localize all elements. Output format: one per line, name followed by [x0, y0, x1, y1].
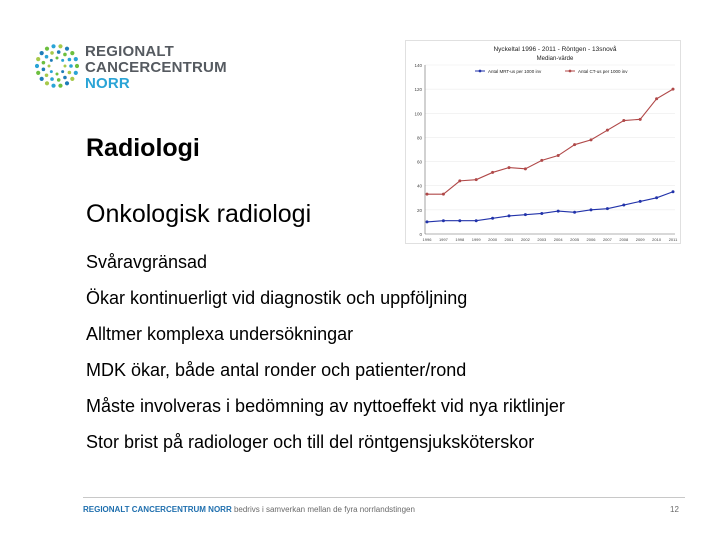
- x-tick-label: 1997: [438, 237, 448, 242]
- slide-title: Radiologi: [86, 134, 200, 162]
- logo-dot: [64, 65, 67, 68]
- data-point: [573, 143, 576, 146]
- logo-dot: [58, 84, 62, 88]
- y-tick-label: 20: [416, 207, 422, 213]
- logo-dot: [50, 70, 53, 73]
- logo-dot: [70, 51, 74, 55]
- data-point: [606, 207, 609, 210]
- logo-dot: [58, 44, 62, 48]
- logo-dot: [65, 47, 69, 51]
- chart-title: Nyckeltal 1996 - 2011 - Röntgen - 13snovå: [493, 46, 617, 53]
- logo-dot: [63, 76, 67, 80]
- logo-dot: [50, 77, 54, 81]
- data-point: [540, 159, 543, 162]
- data-point: [655, 196, 658, 199]
- data-point: [458, 219, 461, 222]
- data-point: [540, 212, 543, 215]
- logo-dot: [42, 61, 46, 65]
- logo-dot: [57, 78, 61, 82]
- data-point: [442, 219, 445, 222]
- legend-marker: [569, 70, 572, 73]
- y-tick-label: 0: [419, 232, 422, 237]
- data-point: [557, 210, 560, 213]
- logo-dot: [74, 71, 78, 75]
- logo-dot: [50, 59, 53, 62]
- data-point: [442, 193, 445, 196]
- data-point: [508, 166, 511, 169]
- logo-dot: [56, 57, 59, 60]
- logo-dot: [74, 57, 78, 61]
- data-point: [524, 167, 527, 170]
- logo-dot: [40, 77, 44, 81]
- chart-subtitle: Median-värde: [536, 56, 574, 62]
- data-point: [573, 211, 576, 214]
- logo-dot: [40, 51, 44, 55]
- x-tick-label: 2005: [570, 237, 580, 242]
- data-point: [426, 220, 429, 223]
- data-point: [622, 204, 625, 207]
- logo-line-regionalt: REGIONALT: [85, 43, 175, 60]
- data-point: [590, 208, 593, 211]
- logo-dot: [61, 59, 64, 62]
- legend-label: Antal MRT-us per 1000 inv: [488, 69, 542, 74]
- x-tick-label: 1998: [455, 237, 465, 242]
- logo-dot: [56, 73, 59, 76]
- data-point: [557, 154, 560, 157]
- logo-dot: [61, 70, 64, 73]
- x-tick-label: 2008: [619, 237, 629, 242]
- y-tick-label: 40: [416, 183, 422, 189]
- x-tick-label: 2002: [520, 237, 530, 242]
- x-tick-label: 2004: [553, 237, 563, 242]
- radiology-chart: [405, 40, 681, 244]
- footer-tagline: bedrivs i samverkan mellan de fyra norrlandstingen: [231, 505, 415, 514]
- data-point: [622, 119, 625, 122]
- logo-dot: [57, 50, 61, 54]
- data-point: [639, 200, 642, 203]
- x-tick-label: 2009: [635, 237, 645, 242]
- logo-dot: [69, 64, 73, 68]
- data-point: [590, 138, 593, 141]
- data-point: [508, 214, 511, 217]
- logo-dot: [36, 57, 40, 61]
- x-tick-label: 2003: [537, 237, 547, 242]
- logo-dot: [51, 44, 55, 48]
- data-point: [655, 97, 658, 100]
- data-point: [475, 219, 478, 222]
- logo-dot: [35, 64, 39, 68]
- logo-dot: [65, 81, 69, 85]
- logo-dot: [50, 51, 54, 55]
- y-tick-label: 60: [416, 159, 422, 165]
- chart-svg: [405, 40, 681, 244]
- logo-line-norr: NORR: [85, 75, 130, 92]
- x-tick-label: 2011: [668, 237, 678, 242]
- logo-dot: [68, 71, 72, 75]
- bullet-item: Alltmer komplexa undersökningar: [86, 324, 354, 344]
- bullet-item: Stor brist på radiologer och till del röntgensjuksköterskor: [86, 432, 535, 452]
- logo-dot: [36, 71, 40, 75]
- logo-dot: [42, 68, 46, 72]
- y-tick-label: 140: [414, 63, 422, 68]
- footer-brand: REGIONALT CANCERCENTRUM NORR: [83, 505, 232, 514]
- footer-divider: [83, 497, 685, 498]
- data-point: [491, 171, 494, 174]
- x-tick-label: 1996: [422, 237, 432, 242]
- x-tick-label: 2007: [602, 237, 612, 242]
- data-point: [426, 193, 429, 196]
- y-tick-label: 80: [416, 135, 422, 141]
- logo-dot: [63, 53, 67, 57]
- logo-dot: [48, 65, 51, 68]
- bullet-item: Svåravgränsad: [86, 252, 208, 272]
- x-tick-label: 2010: [652, 237, 662, 242]
- x-tick-label: 1999: [471, 237, 481, 242]
- bullet-list: [86, 250, 565, 466]
- logo-dots-icon: [35, 44, 79, 88]
- data-point: [672, 190, 675, 193]
- legend-marker: [479, 70, 482, 73]
- data-point: [524, 213, 527, 216]
- data-point: [475, 178, 478, 181]
- slide-subtitle: Onkologisk radiologi: [86, 200, 312, 228]
- x-tick-label: 2000: [488, 237, 498, 242]
- bullet-item: MDK ökar, både antal ronder och patienter/rond: [86, 360, 467, 380]
- legend-label: Antal CT-us per 1000 inv: [578, 69, 628, 74]
- data-point: [606, 129, 609, 132]
- logo-dot: [75, 64, 79, 68]
- y-tick-label: 120: [414, 87, 422, 93]
- rcc-norr-logo: [35, 42, 227, 100]
- page-number: 12: [670, 505, 679, 514]
- bullet-item: Ökar kontinuerligt vid diagnostik och uppföljning: [86, 288, 468, 308]
- y-tick-label: 100: [414, 111, 422, 117]
- data-point: [458, 179, 461, 182]
- logo-dot: [51, 84, 55, 88]
- x-tick-label: 2006: [586, 237, 596, 242]
- logo-dot: [68, 58, 72, 62]
- data-point: [491, 217, 494, 220]
- data-point: [639, 118, 642, 121]
- logo-dot: [70, 77, 74, 81]
- logo-dot: [45, 81, 49, 85]
- logo-dot: [45, 47, 49, 51]
- x-tick-label: 2001: [504, 237, 514, 242]
- bullet-item: Måste involveras i bedömning av nyttoeffekt vid nya riktlinjer: [86, 396, 565, 416]
- logo-line-cancercentrum: CANCERCENTRUM: [85, 59, 227, 76]
- logo-dot: [45, 55, 49, 59]
- data-point: [672, 88, 675, 91]
- footer-text: [83, 505, 415, 514]
- logo-dot: [45, 73, 49, 77]
